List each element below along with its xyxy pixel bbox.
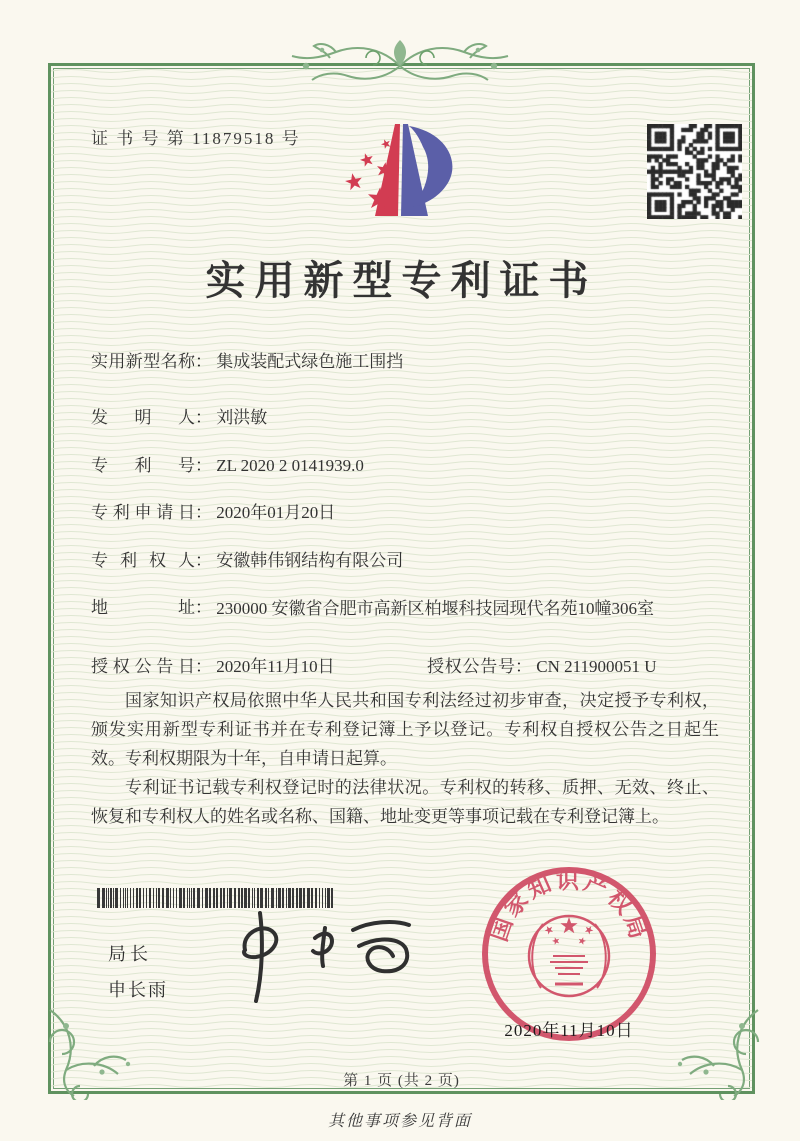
field-label: 发明人: [91, 408, 195, 427]
field-row-inventor: 发明人： 刘洪敏: [91, 403, 267, 428]
field-row-name: 实用新型名称： 集成装配式绿色施工围挡: [91, 347, 403, 372]
field-value: 集成装配式绿色施工围挡: [216, 352, 404, 371]
certificate-title: 实用新型专利证书: [205, 258, 598, 303]
field-label: 专利申请日: [91, 503, 195, 522]
field-value: 安徽韩伟钢结构有限公司: [216, 551, 404, 570]
field-label: 授权公告日: [91, 657, 195, 676]
field-value: 230000 安徽省合肥市高新区柏堰科技园现代名苑10幢306室: [216, 599, 654, 618]
field-label: 专利权人: [91, 551, 195, 570]
field-value: 2020年11月10日: [216, 657, 335, 676]
legal-paragraph-2: 专利证书记载专利权登记时的法律状况。专利权的转移、质押、无效、终止、恢复和专利权人的姓名或名称、国籍、地址变更等事项记载在专利登记簿上。: [91, 778, 719, 826]
signer-title: 局长: [108, 944, 152, 964]
field-label: 地址: [91, 598, 195, 617]
field-value: 刘洪敏: [216, 408, 268, 427]
qr-code-icon: [647, 124, 742, 219]
barcode-icon: [97, 888, 335, 908]
field-row-patent-number: 专利号： ZL 2020 2 0141939.0: [91, 451, 364, 476]
seal-date: 2020年11月10日: [504, 1021, 634, 1040]
field-label: 专利号: [91, 456, 195, 475]
certificate-number: 证 书 号 第 11879518 号: [91, 129, 301, 148]
field-label: 实用新型名称: [91, 352, 195, 371]
back-note: 其他事项参见背面: [327, 1113, 472, 1130]
handwritten-signature: [211, 906, 431, 1011]
field-row-grant: 授权公告日： 2020年11月10日 授权公告号： CN 211900051 U: [91, 652, 335, 677]
field-value: 2020年01月20日: [216, 503, 336, 522]
legal-paragraph-1: 国家知识产权局依照中华人民共和国专利法经过初步审查，决定授予专利权，颁发实用新型专利证书并在专利登记簿上予以登记。专利权自授权公告之日起生效。专利权期限为十年，自申请日起算。: [91, 691, 719, 768]
field-row-filing-date: 专利申请日： 2020年01月20日: [91, 498, 335, 523]
svg-text:国家知识产权局: [486, 868, 651, 944]
certificate-frame: [48, 63, 755, 1094]
signer-name: 申长雨: [108, 980, 168, 1000]
cnipa-logo-icon: [329, 114, 469, 239]
field-grant-number: 授权公告号： CN 211900051 U: [427, 657, 657, 676]
legal-text: [91, 686, 719, 831]
field-value: ZL 2020 2 0141939.0: [216, 456, 364, 475]
field-row-patentee: 专利权人： 安徽韩伟钢结构有限公司: [91, 546, 403, 571]
seal-agency-text: 国家知识产权局: [486, 868, 652, 945]
field-row-address: 地址： 230000 安徽省合肥市高新区柏堰科技园现代名苑10幢306室: [91, 593, 714, 624]
page-number: 第 1 页 (共 2 页): [343, 1073, 460, 1089]
